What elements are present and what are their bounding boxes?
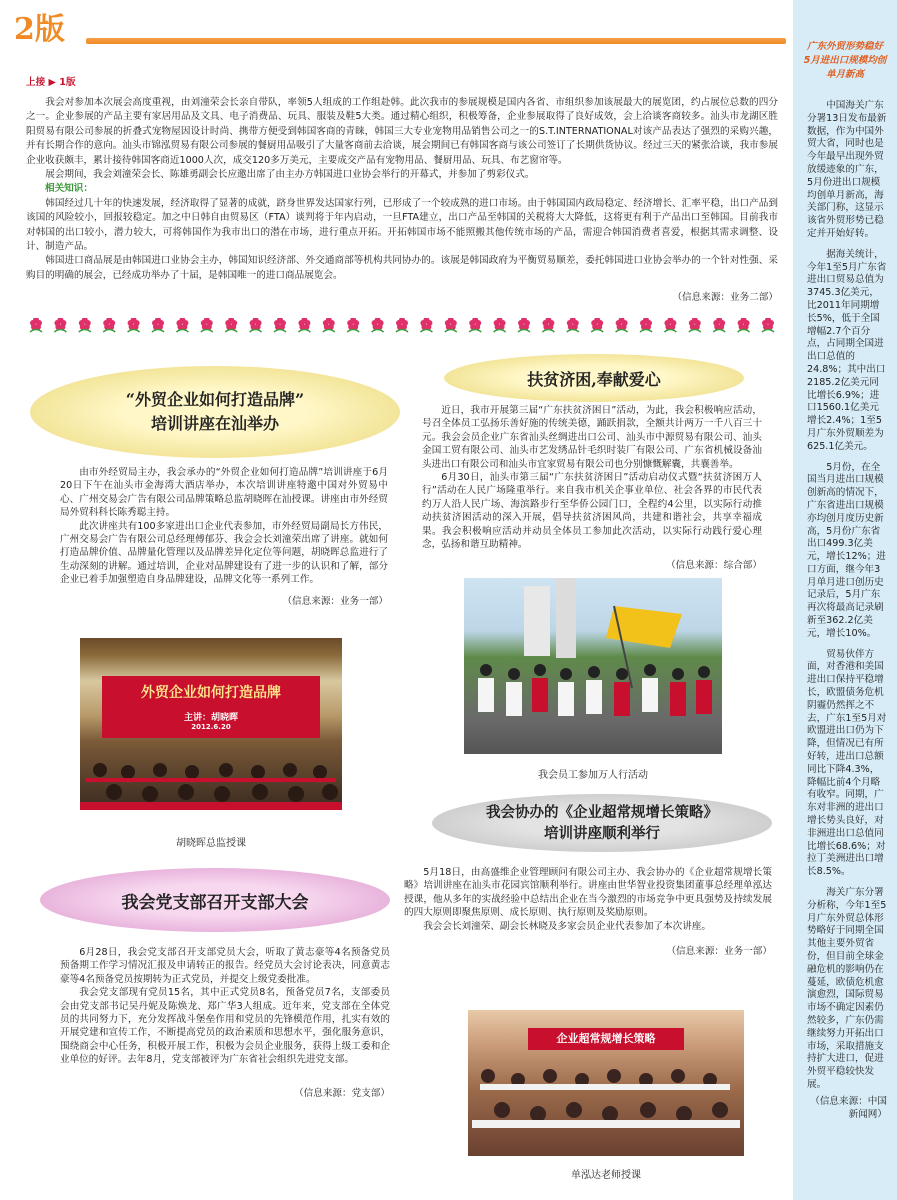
poverty-source: （信息来源：综合部） (666, 560, 762, 572)
brand-article-body (60, 466, 388, 607)
brand-photo-banner-line1: 外贸企业如何打造品牌 (141, 685, 281, 701)
flower-icon (616, 318, 628, 332)
brand-article-title (30, 366, 400, 458)
brand-photo-caption: 胡晓晖总监授课 (176, 838, 246, 849)
flower-icon (347, 318, 359, 332)
growth-audience (468, 1010, 744, 1156)
flower-icon (79, 318, 91, 332)
flower-icon (54, 318, 66, 332)
poverty-article-title (444, 354, 744, 402)
party-source: （信息来源：党支部） (294, 1087, 390, 1099)
flower-icon (250, 318, 262, 332)
intro-source: （信息来源：业务二部） (672, 292, 778, 304)
header-rule (86, 38, 786, 44)
flower-icon (103, 318, 115, 332)
continued-label: 上接 (26, 77, 46, 88)
flower-divider (24, 318, 780, 334)
flower-icon (298, 318, 310, 332)
flower-icon (713, 318, 725, 332)
poverty-walk-photo (464, 578, 722, 754)
flower-icon (591, 318, 603, 332)
sidebar-paragraph: 贸易伙伴方面，对香港和美国进出口保持平稳增长，欧盟债务危机阴霾仍然挥之不去，广东1至5月对欧盟进出口仍为下降，但情况已有所好转，进出口总额同比下降4.3%，降幅比前4个月略有收窄。同期，广东对非洲的进出口增长势头良好，对非洲进出口总值同比增长68.6%；对拉丁美洲进出口增长8.5%。 (807, 648, 887, 878)
party-article-title (40, 868, 390, 932)
growth-photo-caption: 单泓达老师授课 (571, 1170, 641, 1181)
growth-lecture-photo (468, 1010, 744, 1156)
party-paragraph: 我会党支部现有党员15名，其中正式党员8名，预备党员7名，支部委员会由党支部书记吴丹妮及陈焕龙、郑广华3人组成。近年来，党支部在全体党员的共同努力下，充分发挥战斗堡垒作用和党员的先锋模范作用，扎实有效的开展党建和宣传工作，不断提高党员的政治素质和思想水平，强化服务意识，围绕商会中心任务，积极开展工作，积极为会员企业服务，获得上级工委和企业单位的好评。去年8月，党支部被评为广东省社会组织先进党支部。 (60, 987, 390, 1066)
brand-title-line2: 培训讲座在汕举办 (150, 414, 279, 433)
sidebar-paragraph: 据海关统计，今年1至5月广东省进出口贸易总值为3745.3亿美元，比2011年同期增长5%，低于全国增幅2.7个百分点，占同期全国进出口总值的24.8%；其中出口2185.2亿美元同比增长6.9%；进口1560.1亿美元增长2.4%；1至5月广东外贸顺差为625.1亿美元。 (807, 248, 887, 452)
sidebar-paragraph: 中国海关广东分署13日发布最新数据，作为中国外贸大省，同时也是今年最早出现外贸放缓迹象的广东，5月份进出口规模均创单月新高，海关部门称，这显示该省外贸形势已稳定并开始好转。 (807, 100, 887, 239)
intro-paragraph: 我会对参加本次展会高度重视，由刘潼荣会长亲自带队，率领5人组成的工作组赴韩。此次我市的参展规模是国内各省、市组织参加该展最大的展览团，约占展位总数的四分之一。企业参展的产品主要有家居用品及文具、电子消费品、玩具、服装及鞋5大类。通过精心组织，积极筹备，企业参展取得了良好成效，会上洽谈客商较多。汕头市龙湖区胜阳贸易有限公司参展的折叠式宠物屋因设计时尚、携带方便受到韩国客商的青睐，韩国三大专业宠物用品销售公司之一的S.T.INTERNATIONAL对该产品表达了强烈的采购兴趣，并有长期合作的意向。汕头市锦泓贸易有限公司参展的餐厨用品吸引了大量客商前去洽谈，展会期间已有韩国客商与该公司签订了长期供货协议。经过三天的紧张洽谈，我市参展企业收获颇丰，累计接待韩国客商近1000人次，成交120多万美元，主要成交产品有宠物用品、餐厨用品、玩具、布艺窗帘等。 (26, 97, 778, 166)
growth-title-line1: 我会协办的《企业超常规增长策略》 (486, 804, 718, 821)
sidebar-source: （信息来源：中国新闻网） (810, 1095, 887, 1120)
poverty-walk-scene (464, 578, 722, 754)
knowledge-paragraph: 韩国进口商品展是由韩国进口业协会主办，韩国知识经济部、外交通商部等机构共同协办的。该展是韩国政府为平衡贸易顺差，委托韩国进口业协会举办的一个针对性强、采购目的明确的展会，已经成功举办了十届，是韩国唯一的进口商品展览会。 (26, 255, 778, 281)
sidebar-title (797, 40, 893, 82)
flower-icon (128, 318, 140, 332)
growth-source: （信息来源：业务一部） (666, 946, 772, 958)
continued-marker (26, 74, 778, 88)
flower-icon (176, 318, 188, 332)
flower-icon (494, 318, 506, 332)
poverty-paragraph: 近日，我市开展第三届“广东扶贫济困日”活动，为此，我会积极响应活动，号召全体员工弘扬乐善好施的传统美德，踊跃捐款，全额共计两万一千八百三十元。我会会员企业广东省汕头丝绸进出口公司、汕头市中源贸易有限公司、汕头金国工贸有限公司、汕头市艺发绣品针毛织时装厂有限公司、广东省机械设备汕头进出口有限公司和汕头市宜家贸易有限公司也分别慷慨解囊，共襄善举。 (422, 405, 762, 470)
triangle-arrow-icon: ▶ (48, 77, 56, 88)
flower-icon (542, 318, 554, 332)
page-header (0, 0, 790, 50)
brand-paragraph: 此次讲座共有100多家进出口企业代表参加，市外经贸局副局长方伟民，广州交易会广告有限公司总经理傅郁芬、我会会长刘潼荣出席了讲座。就如何打造品牌价值、品牌量化管理以及品牌差异化定位等问题，胡晓晖总监进行了生动深刻的讲解。通过培训，企业对品牌建设有了进一步的认识和了解，部分企业已着手加强塑造自身品牌建设，品牌文化等一系列工作。 (60, 520, 388, 586)
poverty-paragraph: 6月30日，汕头市第三届“广东扶贫济困日”活动启动仪式暨“扶贫济困万人行”活动在人民广场隆重举行。来自我市机关企事业单位、社会各界的市民代表约万人沿人民广场、海滨路步行至华侨公园门口，全程约4公里，以实际行动推动扶贫济困活动的深入开展，倡导扶贫济困风尚，共建和谐社会，共享幸福成果。我会积极响应活动并动员全体员工参加此次活动，以实际行动践行爱心理念，弘扬和谐互助精神。 (422, 472, 762, 551)
sidebar-body (807, 100, 887, 1121)
poverty-article-body (422, 404, 762, 571)
growth-article-body (404, 866, 772, 957)
knowledge-label: 相关知识： (45, 183, 93, 195)
flower-icon (567, 318, 579, 332)
page-label: 2版 (14, 12, 65, 47)
flower-icon (689, 318, 701, 332)
flower-icon (420, 318, 432, 332)
flower-icon (738, 318, 750, 332)
flower-icon (469, 318, 481, 332)
brand-photo-banner-line3: 2012.6.20 (191, 723, 231, 731)
brand-title-line1: “外贸企业如何打造品牌” (125, 390, 305, 409)
flower-icon (201, 318, 213, 332)
intro-article (26, 74, 778, 303)
poverty-title-text: 扶贫济困,奉献爱心 (527, 369, 661, 389)
audience-silhouettes (80, 758, 342, 810)
growth-paragraph: 我会会长刘潼荣、副会长林晓及多家会员企业代表参加了本次讲座。 (423, 920, 711, 932)
growth-article-title (432, 794, 772, 852)
flower-icon (396, 318, 408, 332)
sidebar (793, 0, 897, 1200)
sidebar-title-line1: 广东外贸形势稳好 (806, 41, 883, 52)
party-title-text: 我会党支部召开支部大会 (121, 892, 309, 913)
flower-icon (372, 318, 384, 332)
intro-paragraph: 展会期间，我会刘潼荣会长、陈雄勇副会长应邀出席了由主办方韩国进口业协会举行的开幕式，并参加了剪彩仪式。 (45, 169, 535, 181)
sidebar-title-line3: 单月新高 (825, 69, 864, 80)
growth-title-line2: 培训讲座顺利举行 (544, 825, 660, 842)
sidebar-paragraph: 5月份，在全国当月进出口规模创新高的情况下，广东省进出口规模亦均创月度历史新高，5月份广东省出口499.3亿美元，增长12%；进口方面，继今年3月单月进口创历史记录后，5月广东再次将最高记录刷新至362.2亿美元，增长10%。 (807, 461, 886, 639)
flower-icon (152, 318, 164, 332)
flower-icon (762, 318, 774, 332)
brand-photo-banner-line2: 主讲：胡晓晖 (183, 713, 238, 723)
poverty-photo-caption: 我会员工参加万人行活动 (538, 770, 648, 781)
growth-paragraph: 5月18日，由高盛维企业管理顾问有限公司主办、我会协办的《企业超常规增长策略》培训讲座在汕头市花园宾馆顺利举行。讲座由世华智业投资集团董事总经理单泓达授课，他从多年的实战经验中总结出企业在当今激烈的市场竞争中更具强势及持续发展的四大原则即聚焦原则、成长原则、执行原则及奖励原则。 (404, 867, 772, 919)
sidebar-paragraph: 海关广东分署分析称，今年1至5月广东外贸总体形势略好于同期全国其他主要外贸省份，但目前全球金融危机的影响仍在蔓延，欧债危机愈演愈烈，国际贸易市场不确定因素仍然较多，广东仍需继续努力开拓出口市场，采取措施支持扩大进口，促进外贸平稳较快发展。 (807, 887, 887, 1090)
audience-rows (80, 758, 342, 810)
party-paragraph: 6月28日，我会党支部召开支部党员大会，听取了黄志豪等4名预备党员预备期工作学习情况汇报及申请转正的报告。经党员大会讨论表决，同意黄志豪等4名预备党员按期转为正式党员，并提交上级党委批准。 (60, 947, 390, 985)
growth-photo-banner: 企业超常规增长策略 (528, 1028, 684, 1050)
brand-source: （信息来源：业务一部） (282, 595, 388, 607)
flower-icon (274, 318, 286, 332)
flower-divider-icons (24, 318, 780, 334)
flower-icon (30, 318, 42, 332)
flower-icon (664, 318, 676, 332)
knowledge-paragraph: 韩国经过几十年的快速发展，经济取得了显著的成就，跻身世界发达国家行列，已形成了一个较成熟的进口市场。由于韩国国内政局稳定、经济增长、汇率平稳，出口产品到该国的风险较小，回报较稳定。加之中日韩自由贸易区（FTA）谈判将于年内启动，一旦FTA建立，出口产品至韩国的关税将大大降低，这将更有利于产品出口至韩国。目前我市对韩国的出口较小，潜力较大，可将韩国作为我市出口的潜在市场，进行重点开拓。开拓韩国市场不能照搬其他传统市场的产品，需迎合韩国消费者喜爱，根据其需求调整、设计、制造产品。 (26, 197, 778, 253)
brand-photo-banner (102, 676, 320, 738)
sidebar-title-line2: 5月进出口规模均创 (803, 55, 887, 66)
continued-from: 1版 (59, 77, 76, 88)
flower-icon (323, 318, 335, 332)
flower-icon (518, 318, 530, 332)
brand-lecture-photo (80, 638, 342, 810)
flower-icon (445, 318, 457, 332)
flower-icon (225, 318, 237, 332)
brand-paragraph: 由市外经贸局主办，我会承办的“外贸企业如何打造品牌”培训讲座于6月20日下午在汕头市金海湾大酒店举办，本次培训讲座特邀中国对外贸易中心、广州交易会广告有限公司品牌策略总监胡晓晖在汕授课。讲座由市外经贸局外贸科科长陈秀聪主持。 (60, 467, 388, 519)
flower-icon (640, 318, 652, 332)
party-article-body (60, 946, 390, 1099)
